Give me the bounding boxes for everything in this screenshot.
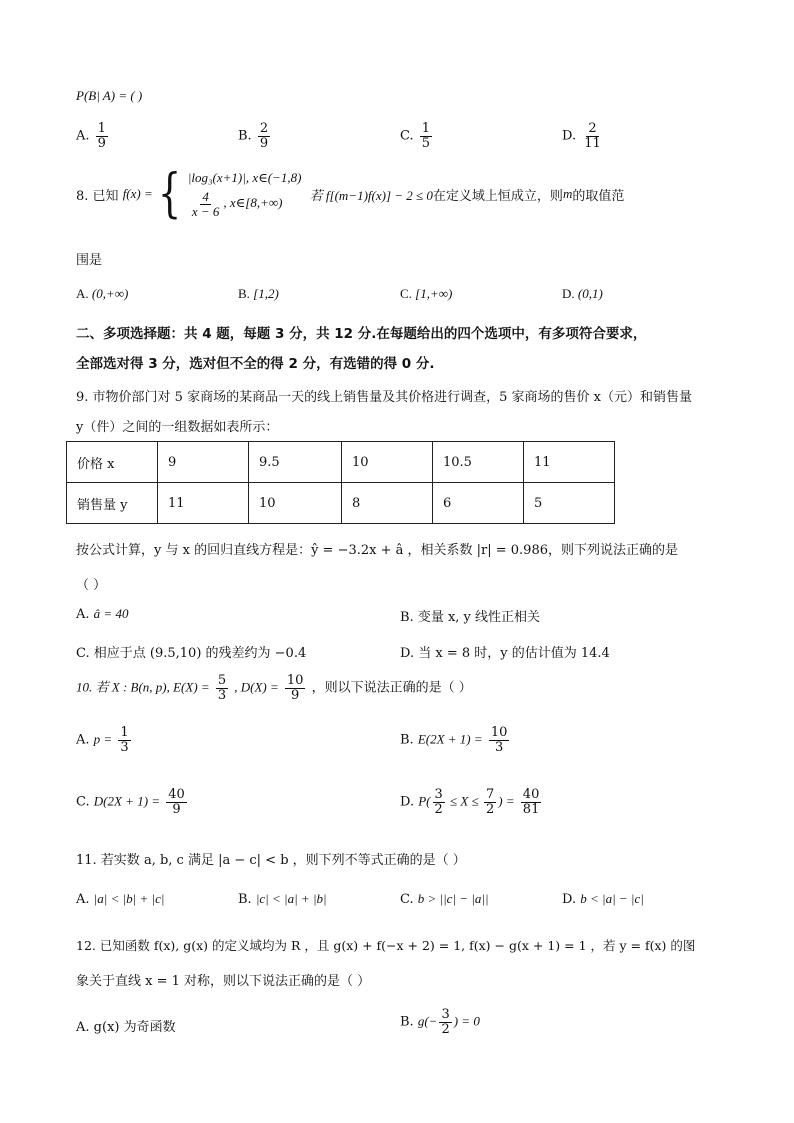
q12-stem-line2: 象关于直线 x = 1 对称，则以下说法正确的是（ ） [76, 974, 371, 989]
q7-option-b: B. $\frac{2}{9}$ [238, 121, 269, 151]
q11-option-a: A. |a| < |b| + |c| [76, 891, 165, 907]
section2-heading-line2: 全部选对得 3 分，选对但不全的得 2 分，有选错的得 0 分. [76, 356, 435, 372]
q8-stem: 8. 已知 f(x) = { |log₃(x+1)|, x∈(−1,8) $\frac{4}{x - 6}$ , x∈[8,+∞) 若 f[(m−1)f(x)] − 2 ≤ 0 在定义域上恒成立，则 m 的取值范 [76, 164, 625, 224]
q8-option-d: D. (0,1) [562, 286, 603, 301]
table-cell: 销售量 y [67, 483, 158, 524]
table-cell: 11 [158, 483, 249, 524]
section2-heading-line1: 二、多项选择题：共 4 题，每题 3 分，共 12 分.在每题给出的四个选项中，有多项符合要求， [76, 326, 647, 342]
q11-option-c: C. b > ||c| − |a|| [400, 891, 489, 907]
q11-option-b: B. |c| < |a| + |b| [238, 891, 327, 907]
table-row [67, 442, 615, 483]
q9-data-table [66, 441, 615, 524]
q11-option-d: D. b < |a| − |c| [562, 891, 644, 907]
table-cell: 11 [524, 442, 615, 483]
q9-option-b: B. 变量 x, y 线性正相关 [400, 610, 541, 625]
table-cell: 10 [249, 483, 342, 524]
q8-option-c: C. [1,+∞) [400, 286, 453, 301]
q7-stem: P(B| A) = ( ) [76, 88, 143, 103]
q11-stem: 11. 若实数 a, b, c 满足 |a − c| < b ，则下列不等式正确的是（ ） [76, 853, 466, 868]
q9-stem-line3: 按公式计算，y 与 x 的回归直线方程是：ŷ = −3.2x + â ，相关系数 |r| = 0.986，则下列说法正确的是 [76, 543, 678, 558]
q10-option-d: D. P( $\frac{3}{2}$ ≤ X ≤ $\frac{7}{2}$ ) = $\frac{40}{81}$ [400, 787, 540, 817]
q10-option-c: C. D(2X + 1) = $\frac{40}{9}$ [76, 787, 185, 817]
table-cell: 8 [342, 483, 433, 524]
table-row [67, 483, 615, 524]
q7-option-a: A. $\frac{1}{9}$ [76, 121, 106, 151]
q7-option-d: D. $\frac{2}{11}$ [562, 121, 601, 151]
q12-option-b: B. g(− $\frac{3}{2}$ ) = 0 [400, 1007, 480, 1037]
q12-stem-line1: 12. 已知函数 f(x), g(x) 的定义域均为 R ，且 g(x) + f(−x + 2) = 1, f(x) − g(x + 1) = 1 ，若 y = f(x) 的图 [76, 938, 696, 953]
q9-stem-line1: 9. 市物价部门对 5 家商场的某商品一天的线上销售量及其价格进行调查，5 家商场的售价 x（元）和销售量 [76, 390, 692, 405]
q7-option-c: C. $\frac{1}{5}$ [400, 121, 431, 151]
table-cell: 价格 x [67, 442, 158, 483]
q10-stem: 10. 若 X : B(n, p), E(X) = $\frac{5}{3}$ , D(X) = $\frac{10}{9}$ ，则以下说法正确的是（ ） [76, 673, 472, 703]
table-cell: 9.5 [249, 442, 342, 483]
q9-stem-line2: y（件）之间的一组数据如表所示： [76, 420, 279, 435]
q12-option-a: A. g(x) 为奇函数 [76, 1020, 176, 1035]
q8-option-b: B. [1,2) [238, 286, 279, 301]
q9-option-c: C. 相应于点 (9.5,10) 的残差约为 −0.4 [76, 646, 307, 661]
table-cell: 6 [433, 483, 524, 524]
q10-option-b: B. E(2X + 1) = $\frac{10}{3}$ [400, 725, 508, 755]
table-cell: 10 [342, 442, 433, 483]
q9-answer-parens: （ ） [76, 578, 107, 593]
q8-stem-line2: 围是 [76, 253, 103, 268]
q8-option-a: A. (0,+∞) [76, 286, 129, 301]
table-cell: 10.5 [433, 442, 524, 483]
table-cell: 9 [158, 442, 249, 483]
table-cell: 5 [524, 483, 615, 524]
q9-option-d: D. 当 x = 8 时，y 的估计值为 14.4 [400, 646, 610, 661]
q10-option-a: A. p = $\frac{1}{3}$ [76, 725, 129, 755]
q9-option-a: A. â = 40 [76, 606, 129, 622]
